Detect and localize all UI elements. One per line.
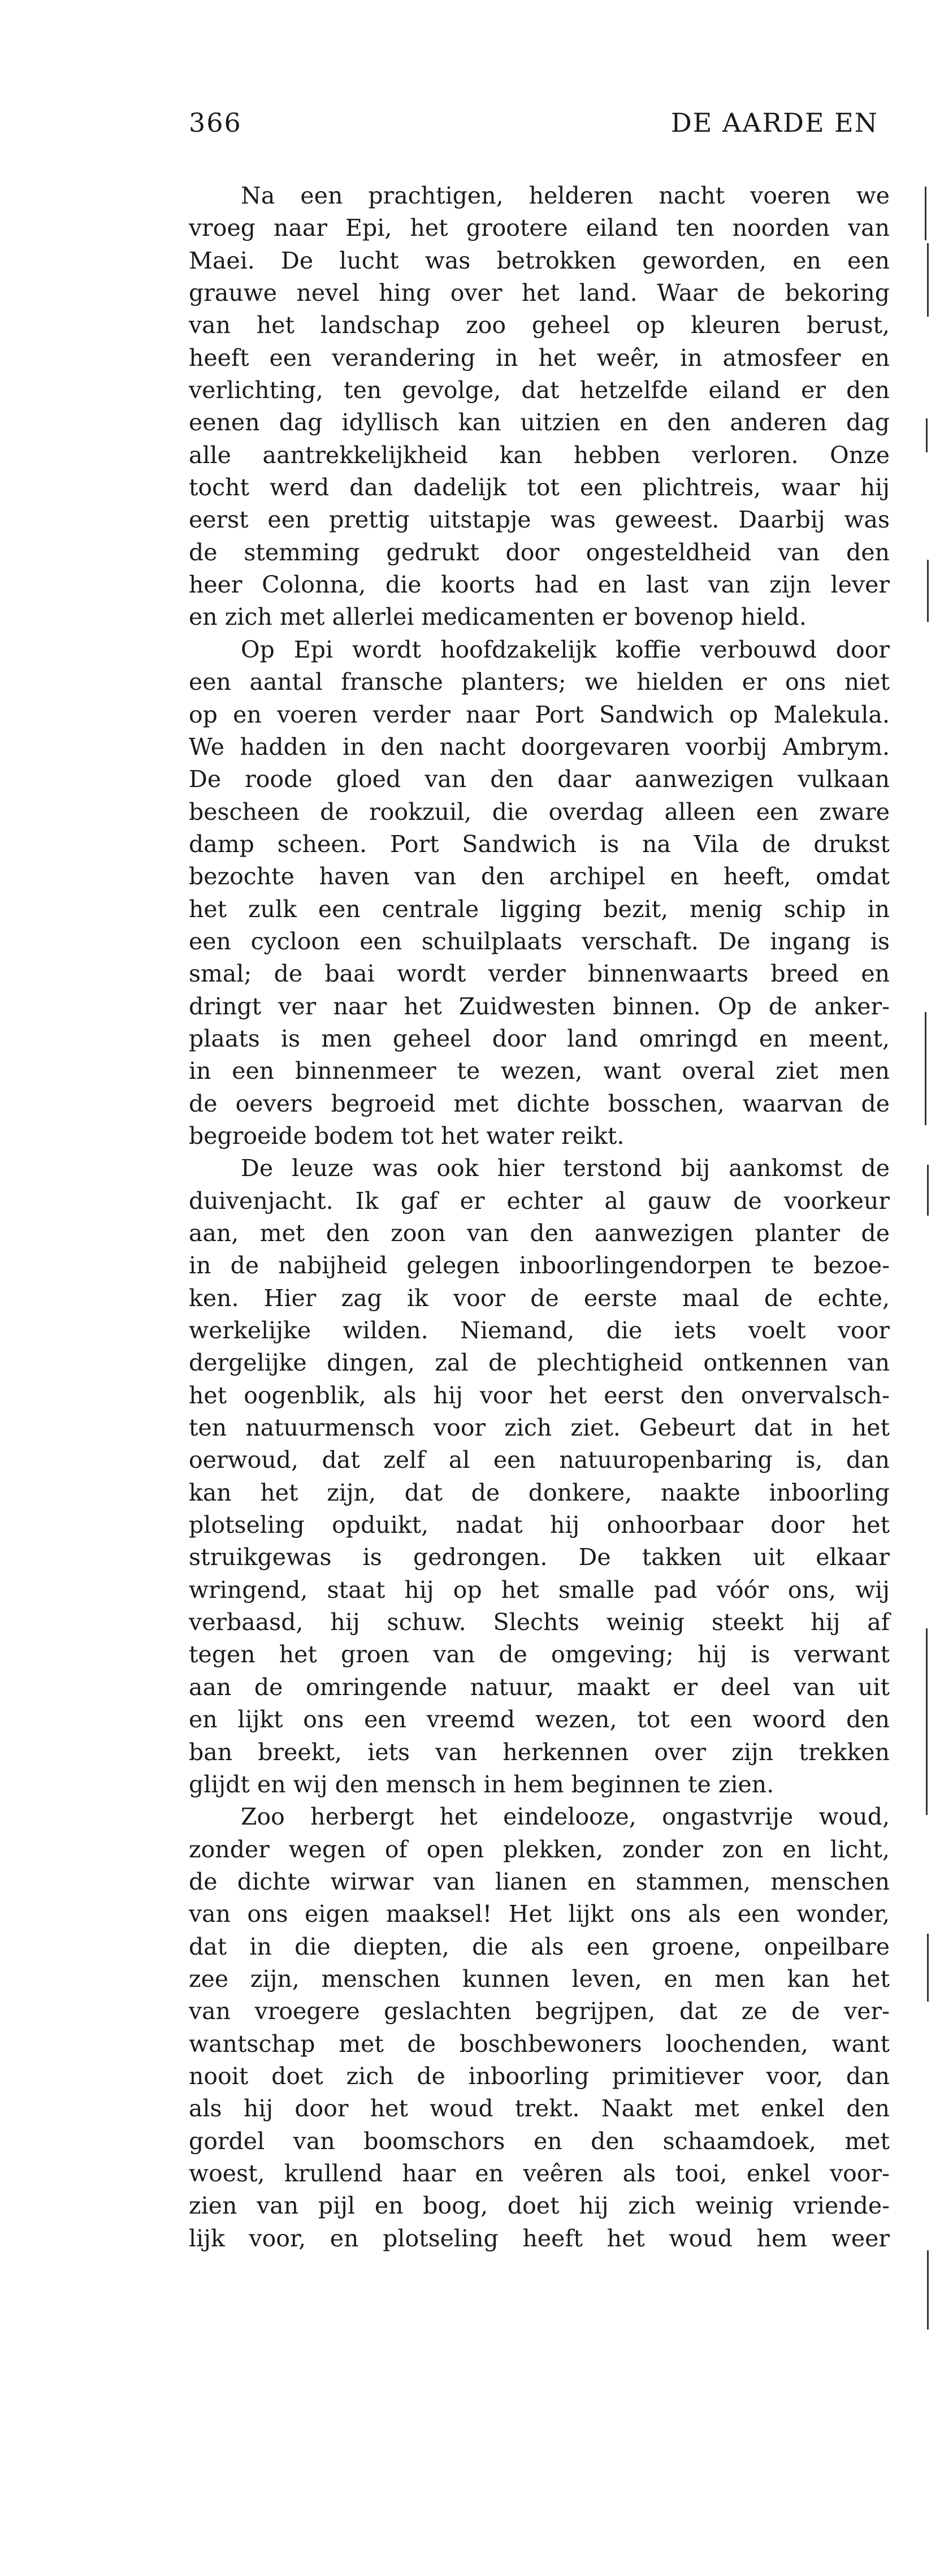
- text-line: aan, met den zoon van den aanwezigen planter de: [189, 1220, 890, 1247]
- margin-rule: [926, 1628, 928, 1815]
- text-line: wringend, staat hij op het smalle pad vóór ons, wij: [189, 1576, 890, 1603]
- margin-rule: [927, 243, 929, 317]
- text-line: ten natuurmensch voor zich ziet. Gebeurt dat in het: [189, 1414, 890, 1442]
- text-line: een aantal fransche planters; we hielden er ons niet: [189, 668, 890, 696]
- text-line: zee zijn, menschen kunnen leven, en men kan het: [189, 1965, 890, 1992]
- text-line: begroeide bodem tot het water reikt.: [189, 1122, 625, 1149]
- text-line: ken. Hier zag ik voor de eerste maal de echte,: [189, 1284, 890, 1312]
- text-line: alle aantrekkelijkheid kan hebben verloren. Onze: [189, 441, 890, 469]
- text-line: eerst een prettig uitstapje was geweest. Daarbij was: [189, 506, 890, 534]
- text-line: het zulk een centrale ligging bezit, menig schip in: [189, 895, 890, 923]
- text-line: De roode gloed van den daar aanwezigen vulkaan: [189, 766, 890, 793]
- text-line: woest, krullend haar en veêren als tooi, enkel voor-: [189, 2159, 890, 2187]
- margin-rule: [927, 2250, 929, 2329]
- margin-rule: [925, 1012, 926, 1125]
- text-line: Op Epi wordt hoofdzakelijk koffie verbouwd door: [241, 636, 890, 663]
- text-line: in een binnenmeer te wezen, want overal ziet men: [189, 1057, 890, 1085]
- margin-rule: [926, 418, 928, 452]
- margin-rule: [927, 560, 929, 622]
- text-line: verbaasd, hij schuw. Slechts weinig steekt hij af: [189, 1609, 890, 1636]
- text-line: aan de omringende natuur, maakt er deel van uit: [189, 1673, 890, 1701]
- text-line: van ons eigen maaksel! Het lijkt ons als een wonder,: [189, 1900, 890, 1928]
- text-line: de oevers begroeid met dichte bosschen, waarvan de: [189, 1090, 890, 1117]
- margin-rule: [927, 1165, 929, 1216]
- text-line: bescheen de rookzuil, die overdag alleen een zware: [189, 798, 890, 825]
- text-line: zonder wegen of open plekken, zonder zon en licht,: [189, 1835, 890, 1863]
- text-line: tegen het groen van de omgeving; hij is verwant: [189, 1641, 890, 1669]
- text-line: damp scheen. Port Sandwich is na Vila de drukst: [189, 830, 890, 858]
- text-line: plaats is men geheel door land omringd en meent,: [189, 1025, 890, 1052]
- text-line: dringt ver naar het Zuidwesten binnen. Op de anker-: [189, 992, 890, 1020]
- text-line: oerwoud, dat zelf al een natuuropenbaring is, dan: [189, 1446, 890, 1474]
- text-line: plotseling opduikt, nadat hij onhoorbaar door het: [189, 1511, 890, 1539]
- text-line: Na een prachtigen, helderen nacht voeren we: [241, 182, 890, 209]
- page-number: 366: [189, 107, 242, 138]
- text-line: werkelijke wilden. Niemand, die iets voelt voor: [189, 1317, 890, 1345]
- text-line: nooit doet zich de inboorling primitiever voor, dan: [189, 2062, 890, 2090]
- text-line: vroeg naar Epi, het grootere eiland ten noorden van: [189, 214, 890, 242]
- text-line: gordel van boomschors en den schaamdoek, met: [189, 2127, 890, 2155]
- text-line: van vroegere geslachten begrijpen, dat ze de ver-: [189, 1998, 890, 2025]
- text-line: dergelijke dingen, zal de plechtigheid ontkennen van: [189, 1349, 890, 1377]
- text-line: kan het zijn, dat de donkere, naakte inboorling: [189, 1479, 890, 1506]
- text-line: bezochte haven van den archipel en heeft, omdat: [189, 863, 890, 891]
- text-line: lijk voor, en plotseling heeft het woud hem weer: [189, 2224, 890, 2252]
- text-line: dat in die diepten, die als een groene, onpeilbare: [189, 1933, 890, 1960]
- text-line: tocht werd dan dadelijk tot een plichtreis, waar hij: [189, 474, 890, 502]
- text-line: Maei. De lucht was betrokken geworden, en een: [189, 247, 890, 274]
- body-text: [189, 180, 890, 2255]
- text-line: struikgewas is gedrongen. De takken uit elkaar: [189, 1544, 890, 1571]
- text-line: Zoo herbergt het eindelooze, ongastvrije woud,: [241, 1803, 890, 1831]
- text-line: heeft een verandering in het weêr, in atmosfeer en: [189, 344, 890, 371]
- text-line: ban breekt, iets van herkennen over zijn trekken: [189, 1738, 890, 1766]
- text-line: wantschap met de boschbewoners loochenden, want: [189, 2030, 890, 2058]
- text-line: zien van pijl en boog, doet hij zich weinig vriende-: [189, 2192, 890, 2220]
- text-line: en lijkt ons een vreemd wezen, tot een woord den: [189, 1706, 890, 1734]
- text-line: smal; de baai wordt verder binnenwaarts breed en: [189, 960, 890, 988]
- text-line: verlichting, ten gevolge, dat hetzelfde eiland er den: [189, 377, 890, 404]
- margin-rule: [925, 187, 926, 240]
- text-line: op en voeren verder naar Port Sandwich op Malekula.: [189, 701, 890, 728]
- text-line: grauwe nevel hing over het land. Waar de bekoring: [189, 279, 890, 307]
- text-line: duivenjacht. Ik gaf er echter al gauw de voorkeur: [189, 1187, 890, 1214]
- text-line: de dichte wirwar van lianen en stammen, menschen: [189, 1868, 890, 1895]
- text-line: De leuze was ook hier terstond bij aankomst de: [241, 1155, 890, 1182]
- text-line: een cycloon een schuilplaats verschaft. De ingang is: [189, 927, 890, 955]
- text-line: als hij door het woud trekt. Naakt met enkel den: [189, 2095, 890, 2123]
- text-line: eenen dag idyllisch kan uitzien en den anderen dag: [189, 409, 890, 436]
- margin-rule: [927, 1934, 929, 2002]
- text-line: en zich met allerlei medicamenten er bovenop hield.: [189, 603, 807, 631]
- running-head: DE AARDE EN: [670, 107, 878, 138]
- text-line: glijdt en wij den mensch in hem beginnen te zien.: [189, 1770, 774, 1798]
- text-line: van het landschap zoo geheel op kleuren berust,: [189, 312, 890, 339]
- text-line: in de nabijheid gelegen inboorlingendorpen te bezoe-: [189, 1252, 890, 1280]
- text-line: het oogenblik, als hij voor het eerst den onvervalsch-: [189, 1381, 890, 1409]
- page-header: [189, 107, 878, 147]
- text-line: heer Colonna, die koorts had en last van zijn lever: [189, 571, 890, 599]
- text-line: de stemming gedrukt door ongesteldheid van den: [189, 538, 890, 566]
- text-line: We hadden in den nacht doorgevaren voorbij Ambrym.: [189, 733, 890, 760]
